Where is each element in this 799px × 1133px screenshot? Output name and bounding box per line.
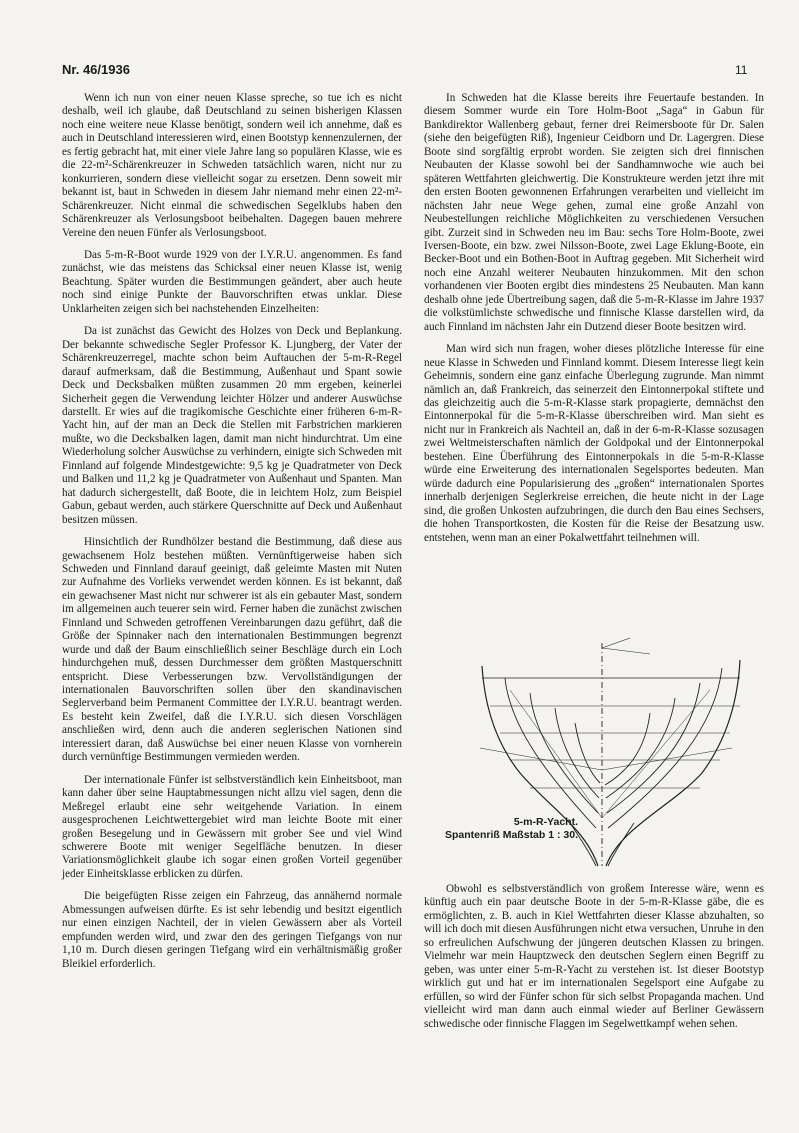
figure-caption [410,816,578,842]
paragraph: In Schweden hat die Klasse bereits ihre Feuertaufe bestanden. In diesem Sommer wurde ein Tore Holm-Boot „Saga“ in Gabun für Bankdirektor Wallenberg gebaut, ferner drei Reimersboote für Dr. Salen (siehe den beigefügten Riß), Ingenieur Ceidborn und Dr. Lagergren. Diese Boote sind sorgfältig erprobt worden. Sie zeigten sich drei finnischen Neubauten der Klasse sowohl bei der Sandhamnwoche wie auch bei späteren Wettfahrten gleichwertig. Die Konstrukteure werden jetzt ihre mit den ersten Booten gewonnenen Erfahrungen verarbeiten und vielleicht im nächsten Jahr neue Wege gehen, zumal eine große Anzahl von Neubestellungen reichliche Möglichkeiten zu verschiedenen Versuchen gibt. Zurzeit sind in Schweden neu im Bau: sechs Tore Holm-Boote, zwei Iversen-Boote, ein bzw. zwei Nilsson-Boote, zwei Lage Eklung-Boote, ein Becker-Boot und ein Bothen-Boot in Auftrag gegeben. Mit Sicherheit wird noch eine Anzahl weiterer Neubauten hinzukommen. Mit den schon vorhandenen vier Booten ergibt dies mindestens 25 Neubauten. Man kann deshalb ohne jede Übertreibung sagen, daß die 5-m-R-Klasse im Jahre 1937 die volkstümlichste schwedische und finnische Klasse darstellen wird, da auch Finnland im nächsten Jahr ein Dutzend dieser Boote besitzen wird. [424,92,764,333]
page-number: 11 [735,63,748,77]
hull-body-plan-figure [410,638,782,870]
right-column-top [424,92,764,554]
paragraph: Wenn ich nun von einer neuen Klasse spreche, so tue ich es nicht deshalb, weil ich glaube, daß Deutschland zu seinen bisherigen Klassen noch eine weitere neue Klasse benötigt, sondern weil ich annehme, daß es auch in Deutschland interessieren wird, einen Bootstyp kennenzulernen, der es fertig gebracht hat, mit einer viele Jahre lang so populären Klasse, wie es die 22-m²-Schärenkreuzer in Schweden tatsächlich waren, nicht nur zu konkurrieren, sondern diese vielleicht sogar zu ersetzen. Denn soweit mir bekannt ist, baut in Schweden in diesem Jahr niemand mehr einen 22-m²-Schärenkreuzer. Nicht einmal die schwedischen Segelklubs haben den Schärenkreuzer als Verlosungsboot beibehalten. Dagegen bauen mehrere Vereine den neuen Fünfer als Verlosungsboot. [62,92,402,239]
issue-number: Nr. 46/1936 [62,62,130,77]
paragraph: Man wird sich nun fragen, woher dieses plötzliche Interesse für eine neue Klasse in Schweden und Finnland kommt. Diesem Interesse liegt kein Geheimnis, sondern eine ganz einfache Überlegung zugrunde. Man nimmt nämlich an, daß Frankreich, das seinerzeit den Eintonnerpokal stiftete und das gleichzeitig auch die 5-m-R-Klasse stark propagierte, demnächst den Eintonnerpokal für die 5-m-R-Klasse überschreiben wird. Man sieht es nicht nur in Frankreich als Nachteil an, daß in der 6-m-R-Klasse sozusagen zwei Weltmeisterschaften nämlich der Goldpokal und der Eintonnerpokal bestehen. Eine Überführung des Eintonnerpokals in die 5-m-R-Klasse würde eine Erweiterung des internationalen Segelsportes bedeuten. Man würde dadurch eine Popularisierung des „großen“ internationalen Sportes innerhalb derjenigen Seglerkreise erreichen, die heute nicht in der Lage sind, die großen Unkosten aufzubringen, die durch den Bau eines Sechsers, die hohen Transportkosten, die Kosten für die Reise der Besatzung usw. entstehen, wenn man an einer Pokalwettfahrt teilnehmen will. [424,343,764,544]
paragraph: Da ist zunächst das Gewicht des Holzes von Deck und Beplankung. Der bekannte schwedische Segler Professor K. Ljungberg, der Vater der Schärenkreuzerregel, machte schon beim Auftauchen der 5-m-R-Regel darauf aufmerksam, daß die Bestimmung, Außenhaut und Spant sowie Deck und Decksbalken müßten zusammen 20 mm ergeben, keinerlei Sicherheit gegen die Verwendung leichter Hölzer und anderer Auswüchse darstellt. Er wies auf die tragikomische Geschichte einer früheren 6-m-R-Yacht hin, auf der man an Deck die Stellen mit Farbstrichen markieren mußte, wo die Decksbalken lagen, damit man nicht hindurchtrat. Um eine Wiederholung solcher Auswüchse zu verhindern, einigte sich Schweden mit Finnland auf folgende Mindestgewichte: 9,5 kg je Quadratmeter von Deck und Balken und 11,2 kg je Quadratmeter von Außenhaut und Spanten. Man hat dadurch sichergestellt, daß Boote, die in leichtem Holz, zum Beispiel Gabun, gebaut werden, auch stärkere Querschnitte auf Deck und Außenhaut besitzen müssen. [62,325,402,526]
paragraph: Obwohl es selbstverständlich von großem Interesse wäre, wenn es künftig auch ein paar deutsche Boote in der 5-m-R-Klasse gäbe, die es ermöglichten, z. B. auch in Kiel Wettfahrten dieser Klasse abzuhalten, so will ich doch mit diesen Ausführungen nicht etwa versuchen, Unruhe in den so erfreulichen Aufschwung der jüngeren deutschen Klassen zu bringen. Vielmehr war mein Hauptzweck den deutschen Seglern einen Begriff zu geben, was unter einer 5-m-R-Yacht zu verstehen ist. Ist dieser Bootstyp wirklich gut und hat er im internationalen Segelsport eine Aufgabe zu erfüllen, so wird der Fünfer schon für sich selbst Propaganda machen. Und vielleicht wird man dann auch einmal wieder auf Berliner Gewässern schwedische oder finnische Flaggen im Segelwettkampf wehen sehen. [424,883,764,1030]
paragraph: Das 5-m-R-Boot wurde 1929 von der I.Y.R.U. angenommen. Es fand zunächst, wie das meistens das Schicksal einer neuen Klasse ist, wenig Beachtung. Später wurden die Bestimmungen geändert, aber auch heute noch sind einige Punkte der Bauvorschriften etwas unklar. Diese Unklarheiten zeigen sich bei nachstehenden Einzelheiten: [62,248,402,315]
right-column-bottom [424,883,764,1040]
paragraph: Die beigefügten Risse zeigen ein Fahrzeug, das annähernd normale Abmessungen aufweisen dürfte. Es ist sehr lebendig und besitzt eigentlich nur einen einzigen Nachteil, der in vielen Gewässern aber als Vorteil empfunden werden wird, und zwar den des geringen Tiefgangs von nur 1,10 m. Durch diesen geringen Tiefgang wird ein verhältnismäßig großer Bleikiel erforderlich. [62,890,402,970]
figure-caption-scale: Spantenriß Maßstab 1 : 30. [444,829,578,841]
left-column [62,92,402,980]
figure-caption-title: 5-m-R-Yacht. [513,816,578,828]
paragraph: Hinsichtlich der Rundhölzer bestand die Bestimmung, daß diese aus gewachsenem Holz bestehen müßten. Vernünftigerweise haben sich Schweden und Finnland darauf geeinigt, daß geleimte Masten mit Nuten zur Aufnahme des Vorlieks verwendet werden können. Es ist bekannt, daß ein gewachsener Mast nicht nur schwerer ist als ein gebauter Mast, sondern im allgemeinen auch teuerer sein wird. Ferner haben die zunächst zwischen Finnland und Schweden getroffenen Vereinbarungen dazu geführt, daß die Größe der Spinnaker nach den internationalen Bestimmungen begrenzt wurde und daß der Baum einschließlich seiner Beschläge durch ein Loch hindurchgehen muß, dessen Durchmesser dem größten Mastquerschnitt entspricht. Diese Verbesserungen bzw. Vervollständigungen der internationalen Bauvorschriften sollen über den skandinavischen Seglerverband beim Permanent Committee der I.Y.R.U. beantragt werden. Es besteht kein Zweifel, daß die I.Y.R.U. sich diesen Vorschlägen anschließen wird, denn auch die anderen seglerischen Nationen sind interessiert daran, daß Auswüchse bei einer neuen Klasse von vornherein durch vernünftige Bestimmungen vermieden werden. [62,536,402,764]
paragraph: Der internationale Fünfer ist selbstverständlich kein Einheitsboot, man kann daher über seine Hauptabmessungen nicht allzu viel sagen, denn die Meßregel erlaubt eine sehr weitgehende Variation. In einem ausgesprochenen Leichtwettergebiet wird man leichte Boote mit einer großen Besegelung und in Gewässern mit grober See und viel Wind schwerere Boote mit weniger Segelfläche benutzen. In dieser Variationsmöglichkeit glaube ich sogar einen großen Vorteil gegenüber jeder Einheitsklasse erblicken zu dürfen. [62,773,402,880]
